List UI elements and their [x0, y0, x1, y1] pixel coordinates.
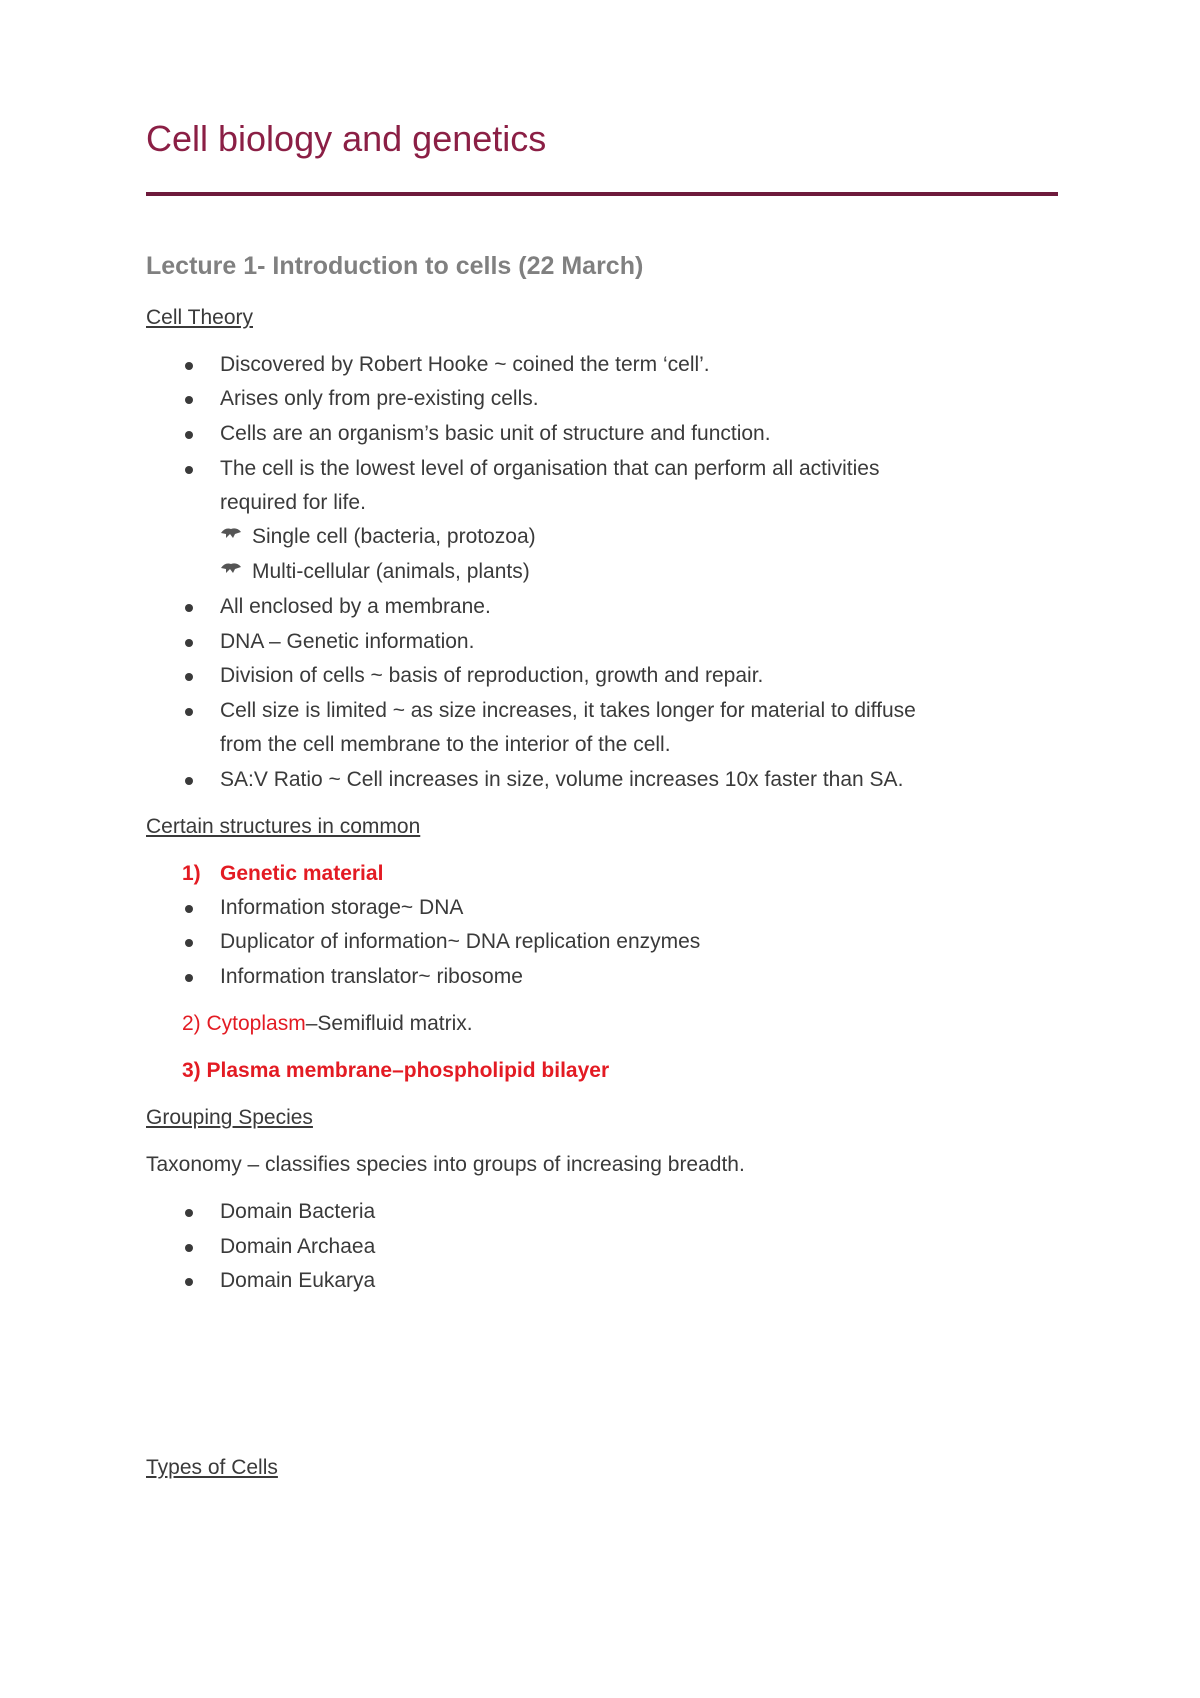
- bullet-icon: [185, 777, 193, 785]
- list-item: Information storage~ DNA: [220, 896, 464, 919]
- bullet-icon: [185, 1278, 193, 1286]
- title-rule: [146, 192, 1058, 196]
- numbered-item-number: 1): [182, 862, 201, 885]
- types-heading: Types of Cells: [146, 1456, 278, 1479]
- list-item: Domain Eukarya: [220, 1269, 376, 1292]
- document-title: Cell biology and genetics: [146, 118, 547, 159]
- taxonomy-text: Taxonomy – classifies species into groups of increasing breadth.: [146, 1153, 745, 1176]
- list-item: The cell is the lowest level of organisation that can perform all activities: [220, 457, 880, 480]
- bullet-icon: [185, 1209, 193, 1217]
- tree-bullet-icon: [220, 526, 242, 544]
- list-item: Cell size is limited ~ as size increases, it takes longer for material to diffuse: [220, 699, 916, 722]
- list-item: Division of cells ~ basis of reproduction, growth and repair.: [220, 664, 764, 687]
- list-item-continuation: from the cell membrane to the interior of the cell.: [220, 733, 671, 756]
- grouping-heading: Grouping Species: [146, 1106, 313, 1129]
- numbered-item-label: Genetic material: [220, 862, 384, 885]
- bullet-icon: [185, 905, 193, 913]
- cytoplasm-description: –Semifluid matrix.: [305, 1012, 473, 1035]
- bullet-icon: [185, 673, 193, 681]
- bullet-icon: [185, 939, 193, 947]
- list-item: Arises only from pre-existing cells.: [220, 387, 539, 410]
- list-item: Duplicator of information~ DNA replication enzymes: [220, 930, 701, 953]
- list-item-continuation: required for life.: [220, 491, 366, 514]
- bullet-icon: [185, 1244, 193, 1252]
- list-item: Cells are an organism’s basic unit of structure and function.: [220, 422, 771, 445]
- cytoplasm-line: [182, 1012, 473, 1036]
- bullet-icon: [185, 431, 193, 439]
- sub-list-item: Multi-cellular (animals, plants): [252, 560, 530, 583]
- cell-theory-heading: Cell Theory: [146, 306, 253, 329]
- list-item: Discovered by Robert Hooke ~ coined the term ‘cell’.: [220, 353, 710, 376]
- structures-heading: Certain structures in common: [146, 815, 421, 838]
- lecture-heading: Lecture 1- Introduction to cells (22 March): [146, 252, 644, 280]
- bullet-icon: [185, 639, 193, 647]
- sub-list-item: Single cell (bacteria, protozoa): [252, 525, 536, 548]
- list-item: DNA – Genetic information.: [220, 630, 475, 653]
- plasma-membrane-line: 3) Plasma membrane–phospholipid bilayer: [182, 1059, 610, 1082]
- bullet-icon: [185, 396, 193, 404]
- bullet-icon: [185, 604, 193, 612]
- list-item: SA:V Ratio ~ Cell increases in size, volume increases 10x faster than SA.: [220, 768, 904, 791]
- list-item: Domain Archaea: [220, 1235, 376, 1258]
- list-item: All enclosed by a membrane.: [220, 595, 491, 618]
- bullet-icon: [185, 466, 193, 474]
- list-item: Information translator~ ribosome: [220, 965, 523, 988]
- bullet-icon: [185, 708, 193, 716]
- cytoplasm-label: 2) Cytoplasm: [182, 1012, 306, 1035]
- list-item: Domain Bacteria: [220, 1200, 376, 1223]
- bullet-icon: [185, 362, 193, 370]
- tree-bullet-icon: [220, 561, 242, 579]
- bullet-icon: [185, 974, 193, 982]
